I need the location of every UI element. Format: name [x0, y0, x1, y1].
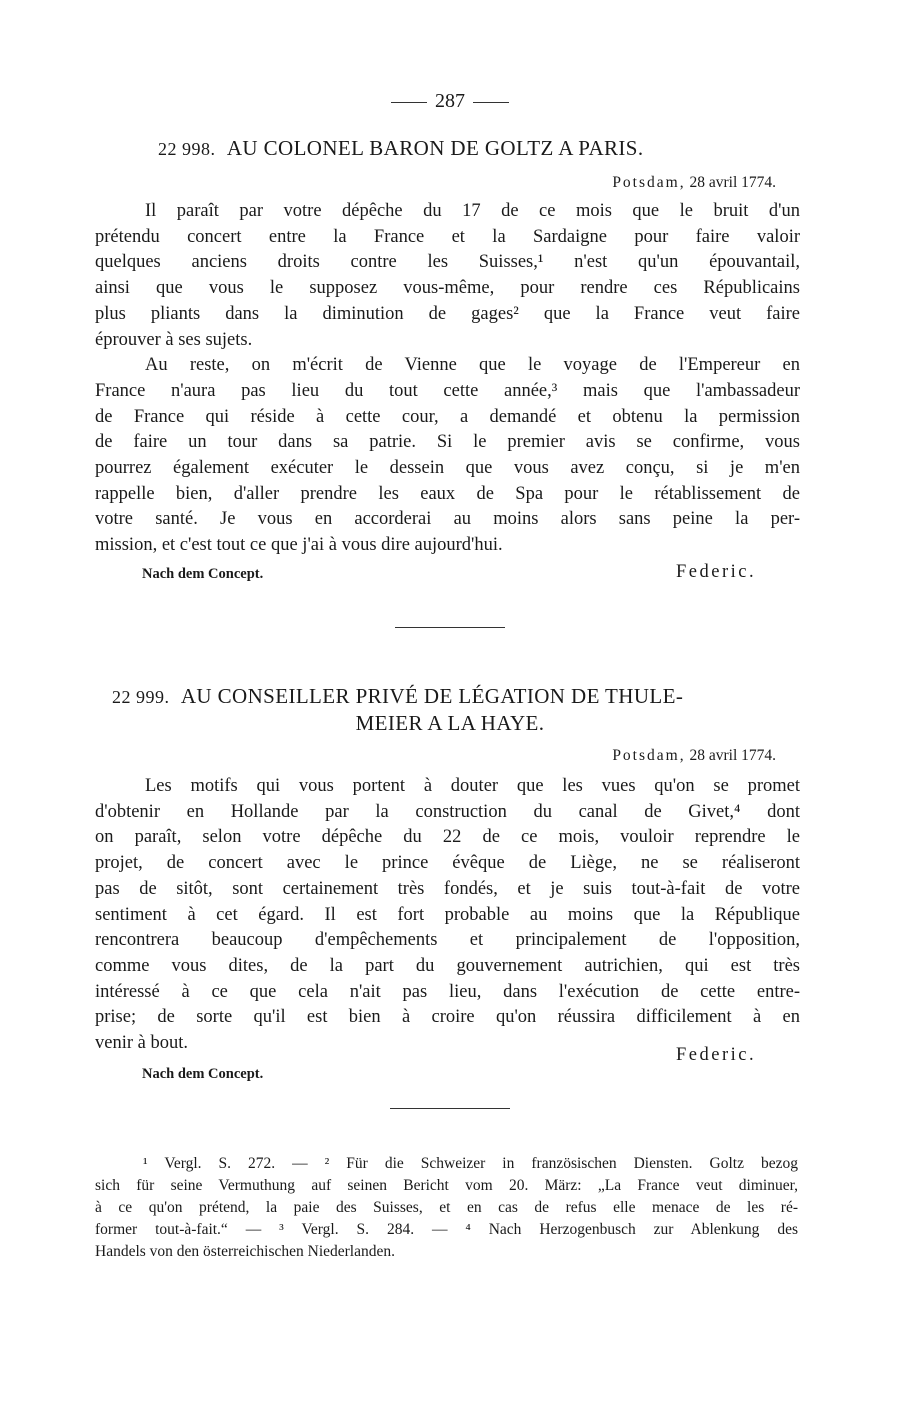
letter-1-heading: [158, 136, 644, 161]
text-line: on paraît, selon votre dépêche du 22 de ce mois, vouloir reprendre le: [95, 827, 800, 848]
letter-2-heading-line-1: [112, 684, 683, 709]
text-line: Au reste, on m'écrit de Vienne que le voyage de l'Empereur en: [145, 355, 800, 376]
footnote-line: ¹ Vergl. S. 272. — ² Für die Schweizer in französischen Diensten. Goltz bezog: [143, 1155, 798, 1172]
dash-right: [473, 102, 509, 103]
letter-1-source-note: Nach dem Concept.: [142, 566, 264, 582]
letter-1-date: 28 avril 1774.: [689, 174, 776, 191]
letter-1-title: AU COLONEL BARON DE GOLTZ A PARIS.: [226, 136, 644, 160]
text-line: Les motifs qui vous portent à douter que les vues qu'on se promet: [145, 776, 800, 796]
text-line: de France qui réside à cette cour, a demandé et obtenu la permission: [95, 406, 800, 427]
footnote-line: sich für seine Vermuthung auf seinen Bericht vom 20. März: „La France veut diminuer,: [95, 1177, 798, 1194]
letter-1-number: 22 998.: [158, 139, 216, 159]
letter-2-signature: Federic.: [676, 1045, 757, 1065]
text-line: venir à bout.: [95, 1033, 188, 1054]
text-line: Il paraît par votre dépêche du 17 de ce mois que le bruit d'un: [145, 201, 800, 221]
text-line: plus pliants dans la diminution de gages² que la France veut faire: [95, 303, 800, 324]
text-line: éprouver à ses sujets.: [95, 329, 253, 350]
text-line: rencontrera beaucoup d'empêchements et principalement de l'opposition,: [95, 930, 800, 951]
text-line: pourrez également exécuter le dessein que vous avez conçu, si je m'en: [95, 458, 800, 479]
page-number: 287: [0, 90, 900, 113]
letter-2-body: [95, 774, 800, 1057]
text-line: comme vous dites, de la part du gouvernement autrichien, qui est très: [95, 955, 800, 976]
letter-1-body: [95, 199, 800, 559]
text-line: mission, et c'est tout ce que j'ai à vous dire aujourd'hui.: [95, 535, 503, 556]
footnote-line: à ce qu'on prétend, la paie des Suisses, et en cas de refus elle menace de les ré-: [95, 1199, 798, 1216]
footnote-divider: [390, 1108, 510, 1109]
text-line: quelques anciens droits contre les Suisses,¹ n'est qu'un épouvantail,: [95, 252, 800, 273]
section-divider: [395, 627, 505, 628]
footnote-line: former tout-à-fait.“ — ³ Vergl. S. 284. — ⁴ Nach Herzogenbusch zur Ablenkung des: [95, 1221, 798, 1238]
text-line: rappelle bien, d'aller prendre les eaux de Spa pour le rétablissement de: [95, 483, 800, 504]
text-line: sentiment à cet égard. Il est fort probable au moins que la République: [95, 904, 800, 925]
letter-2-date: 28 avril 1774.: [689, 747, 776, 764]
text-line: France n'aura pas lieu du tout cette année,³ mais que l'ambassadeur: [95, 380, 800, 401]
footnotes: [95, 1153, 798, 1263]
text-line: intéressé à ce que cela n'ait pas lieu, dans l'exécution de cette entre-: [95, 981, 800, 1002]
letter-2-number: 22 999.: [112, 687, 170, 707]
letter-1-place: Potsdam,: [612, 174, 686, 191]
text-line: d'obtenir en Hollande par la construction du canal de Givet,⁴ dont: [95, 801, 800, 822]
footnote-line: Handels von den österreichischen Niederlanden.: [95, 1243, 395, 1260]
text-line: prétendu concert entre la France et la Sardaigne pour faire valoir: [95, 226, 800, 247]
text-line: prise; de sorte qu'il est bien à croire qu'on réussira difficilement à en: [95, 1007, 800, 1028]
letter-1-signature: Federic.: [676, 562, 757, 582]
letter-1-dateline: [612, 174, 776, 192]
letter-2-dateline: [612, 747, 776, 765]
letter-1-paragraph-2: [95, 353, 800, 559]
text-line: projet, de concert avec le prince évêque de Liège, ne se réaliseront: [95, 853, 800, 874]
dash-left: [391, 102, 427, 103]
letter-1-paragraph-1: [95, 199, 800, 353]
letter-2-paragraph-1: [95, 774, 800, 1057]
text-line: votre santé. Je vous en accorderai au moins alors sans peine la per-: [95, 509, 800, 530]
text-line: ainsi que vous le supposez vous-même, pour rendre ces Républicains: [95, 278, 800, 299]
letter-2-heading-line-2: MEIER A LA HAYE.: [355, 711, 545, 735]
letter-2-source-note: Nach dem Concept.: [142, 1066, 264, 1082]
text-line: de faire un tour dans sa patrie. Si le premier avis se confirme, vous: [95, 432, 800, 453]
text-line: pas de sitôt, sont certainement très fondés, et je suis tout-à-fait de votre: [95, 878, 800, 899]
letter-2-title-1: AU CONSEILLER PRIVÉ DE LÉGATION DE THULE-: [180, 684, 684, 708]
letter-2-place: Potsdam,: [612, 747, 686, 764]
